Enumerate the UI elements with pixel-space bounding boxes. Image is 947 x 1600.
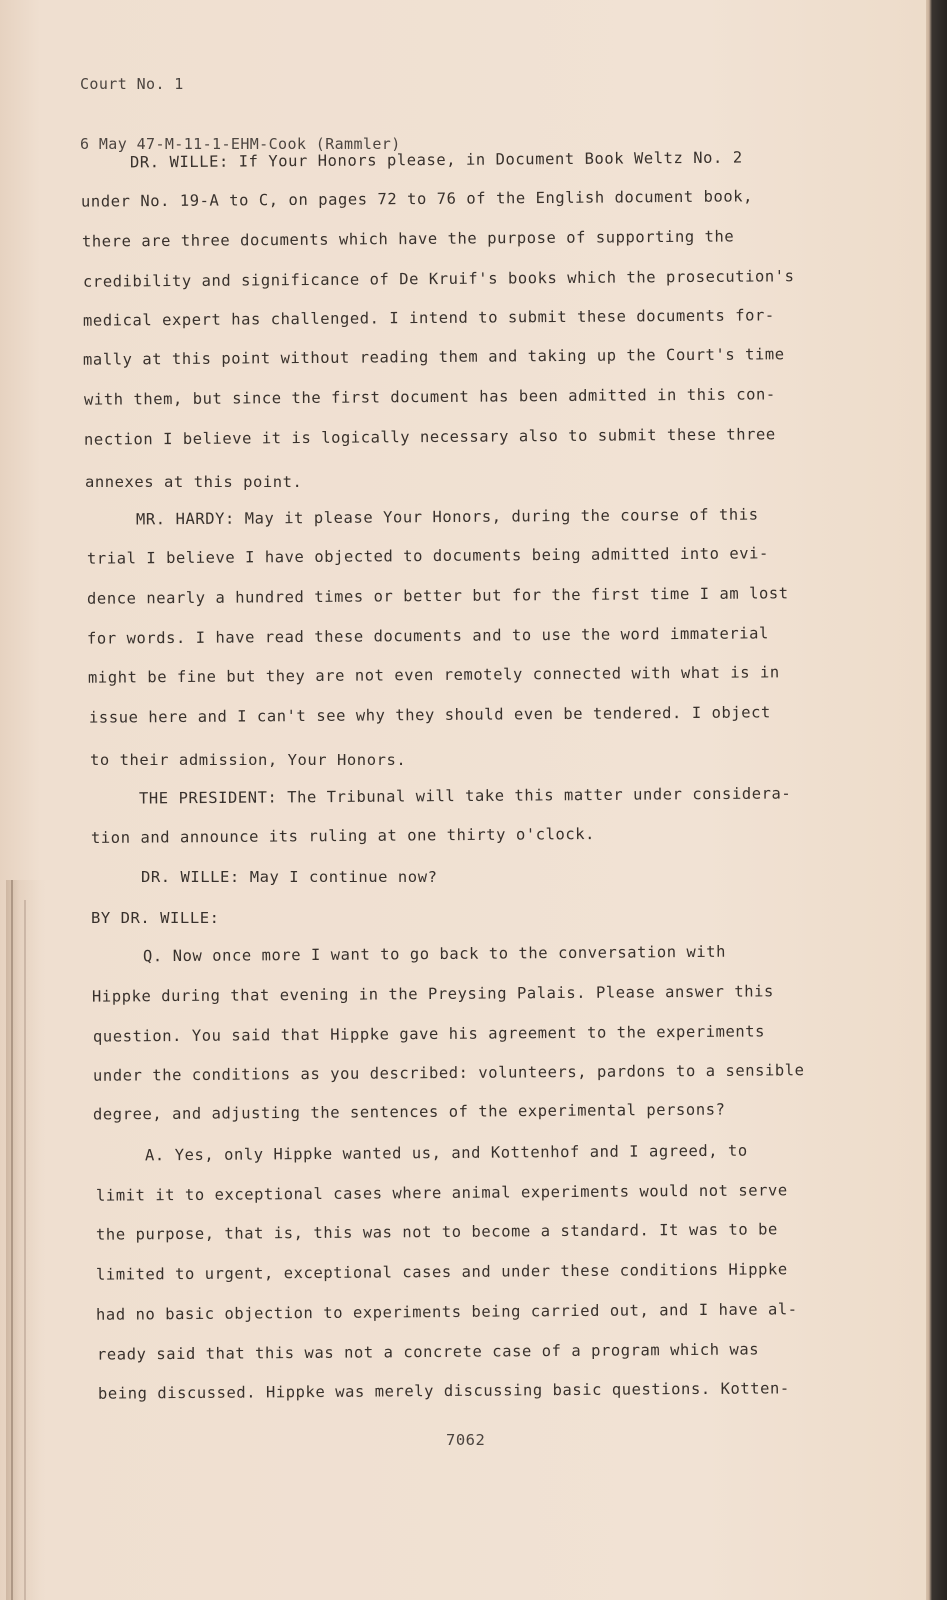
transcript-line: under the conditions as you described: volunteers, pardons to a sensible [92, 1061, 805, 1085]
transcript-line: mally at this point without reading them and taking up the Court's time [82, 345, 785, 369]
transcript-line: had no basic objection to experiments being carried out, and I have al- [95, 1300, 798, 1324]
transcript-line: THE PRESIDENT: The Tribunal will take this matter under considera- [138, 784, 792, 808]
transcript-line: annexes at this point. [85, 473, 303, 491]
transcript-line: DR. WILLE: If Your Honors please, in Document Book Weltz No. 2 [129, 148, 743, 172]
transcript-line: with them, but since the first document has been admitted in this con- [83, 385, 776, 409]
paper-crease-line [24, 900, 26, 1600]
transcript-line: might be fine but they are not even remotely connected with what is in [87, 663, 780, 687]
page-number: 7062 [446, 1431, 486, 1449]
transcript-line: trial I believe I have objected to documents being admitted into evi- [86, 544, 769, 568]
transcript-line: credibility and significance of De Kruif's books which the prosecution's [82, 267, 795, 291]
transcript-line: Hippke during that evening in the Preysing Palais. Please answer this [91, 982, 774, 1006]
transcript-line: nection I believe it is logically necessary also to submit these three [83, 425, 776, 449]
court-number: Court No. 1 [80, 75, 184, 93]
transcript-line: there are three documents which have the purpose of supporting the [81, 227, 735, 251]
transcript-line: to their admission, Your Honors. [90, 751, 407, 769]
transcript-line: limited to urgent, exceptional cases and under these conditions Hippke [95, 1260, 788, 1284]
session-reference: 6 May 47-M-11-1-EHM-Cook (Rammler) [80, 135, 401, 153]
transcript-line: dence nearly a hundred times or better but for the first time I am lost [86, 584, 789, 608]
transcript-line: MR. HARDY: May it please Your Honors, during the course of this [135, 505, 759, 529]
page-edge-shadow [926, 0, 947, 1600]
transcript-line: question. You said that Hippke gave his agreement to the experiments [92, 1022, 766, 1046]
transcript-line: ready said that this was not a concrete case of a program which was [96, 1340, 760, 1364]
transcript-line: under No. 19-A to C, on pages 72 to 76 of the English document book, [80, 187, 754, 211]
transcript-line: being discussed. Hippke was merely discussing basic questions. Kotten- [97, 1379, 790, 1403]
transcript-line: Q. Now once more I want to go back to the conversation with [142, 942, 727, 966]
transcript-line: for words. I have read these documents and to use the word immaterial [86, 624, 769, 648]
transcript-line: BY DR. WILLE: [91, 909, 220, 927]
transcript-line: A. Yes, only Hippke wanted us, and Kottenhof and I agreed, to [144, 1141, 748, 1165]
transcript-line: medical expert has challenged. I intend to submit these documents for- [82, 306, 775, 330]
transcript-line: limit it to exceptional cases where animal experiments would not serve [95, 1181, 788, 1205]
transcript-line: issue here and I can't see why they should even be tendered. I object [88, 703, 771, 727]
transcript-line: degree, and adjusting the sentences of the experimental persons? [92, 1100, 726, 1124]
transcript-line: tion and announce its ruling at one thirty o'clock. [90, 825, 596, 847]
transcript-line: the purpose, that is, this was not to become a standard. It was to be [95, 1220, 778, 1244]
paper-crease-line [11, 880, 13, 1600]
transcript-line: DR. WILLE: May I continue now? [141, 868, 438, 886]
